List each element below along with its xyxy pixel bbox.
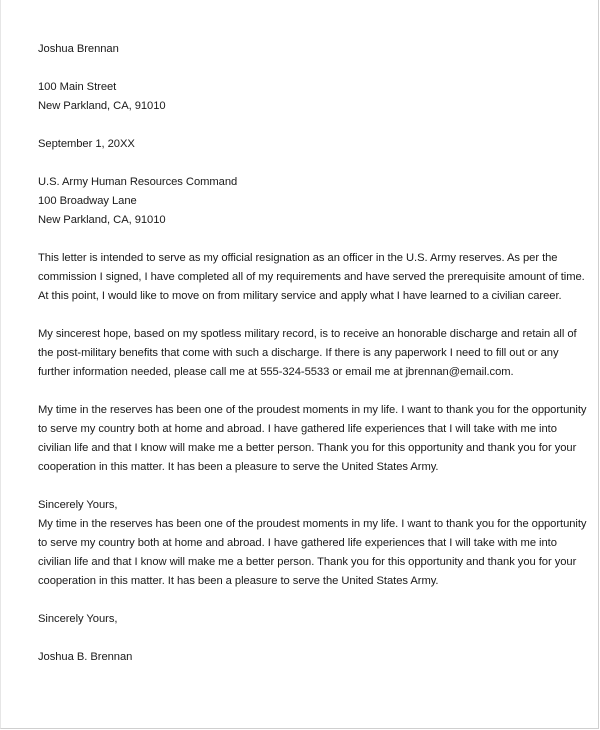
paragraph-line: civilian life and that I know will make me a better person. Thank you for this opportunity and thank you for your	[38, 442, 577, 454]
paragraph-2	[38, 325, 578, 382]
recipient-city-line: New Parkland, CA, 91010	[38, 214, 166, 226]
sender-name: Joshua Brennan	[38, 43, 119, 55]
letter-body	[38, 40, 587, 667]
paragraph-line: the post-military benefits that come with such a discharge. If there is any paperwork I need to fill out or any	[38, 347, 559, 359]
paragraph-line: My time in the reserves has been one of the proudest moments in my life. I want to thank you for the opportunity	[38, 404, 587, 416]
paragraph-line: My time in the reserves has been one of the proudest moments in my life. I want to thank you for the opportunity	[38, 518, 587, 530]
sender-name-block	[38, 40, 578, 59]
closing-2-block	[38, 610, 578, 629]
paragraph-line: further information needed, please call me at 555-324-5533 or email me at jbrennan@email.com.	[38, 366, 514, 378]
closing-salutation: Sincerely Yours,	[38, 499, 118, 511]
sender-street: 100 Main Street	[38, 81, 117, 93]
recipient-street: 100 Broadway Lane	[38, 195, 137, 207]
recipient-address	[38, 173, 578, 230]
letter-date: September 1, 20XX	[38, 138, 135, 150]
paragraph-4	[38, 515, 587, 591]
sender-address	[38, 78, 578, 116]
sender-city-line: New Parkland, CA, 91010	[38, 100, 166, 112]
closing-1-block	[38, 496, 578, 515]
paragraph-line: My sincerest hope, based on my spotless military record, is to receive an honorable discharge and retain all of	[38, 328, 577, 340]
paragraph-3	[38, 401, 587, 477]
paragraph-line: civilian life and that I know will make me a better person. Thank you for this opportunity and thank you for your	[38, 556, 577, 568]
recipient-organization: U.S. Army Human Resources Command	[38, 176, 238, 188]
paragraph-line: This letter is intended to serve as my official resignation as an officer in the U.S. Army reserves. As per the	[38, 252, 558, 264]
date-block	[38, 135, 578, 154]
paragraph-1	[38, 249, 585, 306]
paragraph-line: to serve my country both at home and abroad. I have gathered life experiences that I will take with me into	[38, 423, 557, 435]
signature-block	[38, 648, 578, 667]
paragraph-line: cooperation in this matter. It has been a pleasure to serve the United States Army.	[38, 575, 439, 587]
paragraph-line: At this point, I would like to move on from military service and apply what I have learned to a civilian career.	[38, 290, 562, 302]
closing-salutation: Sincerely Yours,	[38, 613, 118, 625]
paragraph-line: to serve my country both at home and abroad. I have gathered life experiences that I will take with me into	[38, 537, 557, 549]
signature-name: Joshua B. Brennan	[38, 651, 133, 663]
paragraph-line: commission I signed, I have completed all of my requirements and have served the prerequisite amount of time.	[38, 271, 585, 283]
paragraph-line: cooperation in this matter. It has been a pleasure to serve the United States Army.	[38, 461, 439, 473]
